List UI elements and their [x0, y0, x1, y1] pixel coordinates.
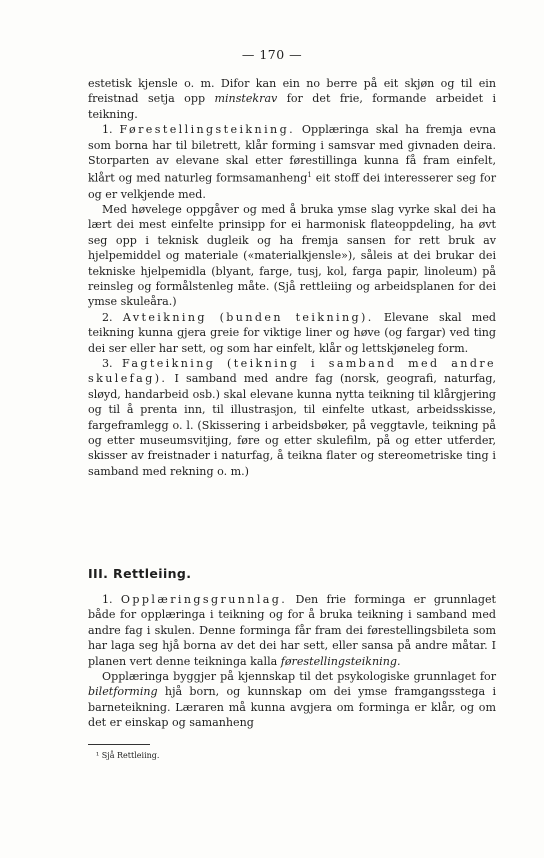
footnote-marker: 1	[307, 171, 312, 180]
footnote: ¹ Sjå Rettleiing.	[96, 751, 160, 760]
item-number: 1.	[102, 593, 113, 606]
paragraph-opplaeringsgrunnlag	[88, 592, 496, 669]
paragraph-fagteikning	[88, 356, 496, 479]
page-number: — 170 —	[241, 47, 303, 62]
section-heading-rettleiing: III. Rettleiing.	[88, 566, 192, 581]
text-run: Opplæringa byggjer på kjennskap til det psykologiske grunnlaget for	[102, 670, 496, 684]
item-number: 2.	[102, 310, 113, 324]
item-number: 3.	[102, 357, 113, 370]
paragraph-intro	[88, 76, 496, 122]
text-run: I samband med andre fag (norsk, geografi, naturfag, sløyd, handarbeid osb.) skal elevane kunna nytta teikning til klårgjering og til å prenta inn, til illustrasjon, til einfelte utkast, arbeidsskisse, fargeframlegg o. l. (Skissering i arbeidsbøker, på veggtavle, teikning på og etter museumsvitjing, føre og etter skulefilm, på og etter utferder, skisser av freistnader i naturfag, å teikna flater og stereometriske ting i samband med rekning o. m.)	[88, 372, 496, 478]
text-run: hjå born, og kunnskap om dei ymse framgangsstega i barneteikning. Læraren må kunna avgjera om forminga er klår, og om det er einskap og samanheng	[88, 685, 496, 730]
text-run: eit stoff dei interesserer seg for og er velkjende med.	[88, 172, 497, 201]
text-run: Elevane skal med teikning kunna gjera greie for viktige liner og høve (og fargar) ved ting dei ser eller har sett, og som har einfelt, klår og lettskjøneleg form.	[88, 310, 496, 355]
paragraph-avteikning	[88, 310, 496, 356]
text-run: estetisk kjensle o. m. Difor kan ein no berre på eit skjøn og til ein freistnad setja opp	[88, 77, 496, 106]
text-run: Den frie forminga er grunnlaget både for opplæringa i teikning og for å bruka teikning i samband med andre fag i skulen. Denne forminga får fram dei førestellingsbileta som har laga seg hjå borna av det dei har sett, eller sansa på andre måtar. I planen vert denne teikninga kalla	[88, 593, 496, 668]
spaced-heading: Fagteikning (teikning i samband med andre skulefag).	[88, 357, 496, 386]
paragraph-hovelege-oppgaver: Med høvelege oppgåver og med å bruka ymse slag vyrke skal dei ha lært dei mest einfelte prinsipp for ei harmonisk flateoppdeling, ha øvt seg opp i teknisk dugleik og ha fremja sansen for rett bruk av hjelpemiddel og materiale («materialkjensle»), såleis at dei brukar dei tekniske hjelpemidla (blyant, farge, tusj, kol, farga papir, linoleum) på reinsleg og formålstenleg måte. (Sjå rettleiing og arbeidsplanen for dei ymse skuleåra.)	[88, 202, 496, 309]
body-text-upper	[88, 76, 496, 479]
item-number: 1.	[102, 123, 113, 137]
body-text-lower	[88, 592, 496, 731]
spaced-heading: Avteikning (bunden teikning).	[122, 310, 374, 324]
text-run: for det frie, formande arbeidet i teikning.	[88, 92, 497, 121]
emphasis-minstekrav: minstekrav	[214, 92, 278, 106]
text-run: Opplæringa skal ha fremja evna som borna har til biletrett, klår forming i samsvar med givnaden deira. Storparten av elevane skal etter førestillinga kunna få fram einfelt, klårt og med naturleg formsamanheng	[88, 123, 497, 186]
emphasis-biletforming: biletforming	[88, 685, 158, 699]
spaced-heading: Opplæringsgrunnlag.	[120, 593, 288, 606]
paragraph-forestellingsteikning	[88, 122, 496, 202]
footnote-divider	[88, 744, 150, 745]
paragraph-psykologiske-grunnlaget	[88, 669, 496, 731]
emphasis-forestellingsteikning: førestellingsteikning.	[280, 654, 401, 668]
spaced-heading: Førestellingsteikning.	[119, 123, 296, 137]
